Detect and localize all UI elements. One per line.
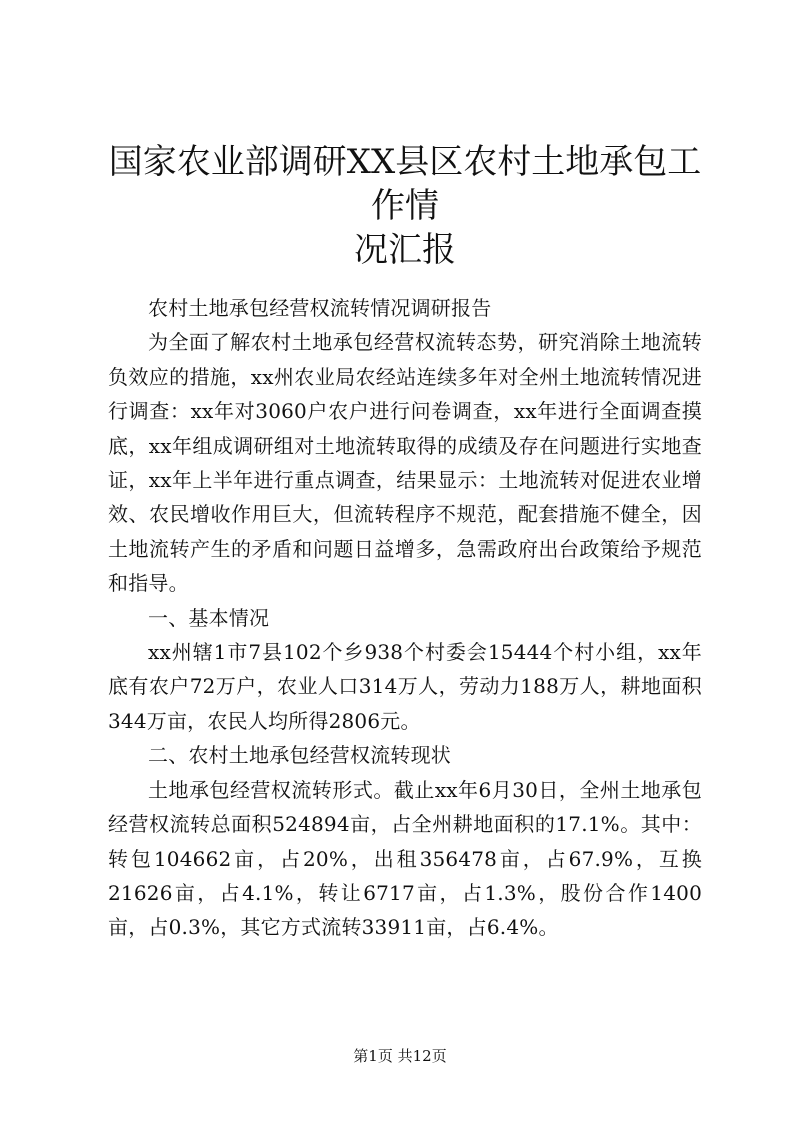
report-subtitle: 农村土地承包经营权流转情况调研报告 — [148, 296, 492, 320]
status-paragraph: 土地承包经营权流转形式。截止xx年6月30日，全州土地承包经营权流转总面积524894亩，占全州耕地面积的17.1%。其中：转包104662亩，占20%，出租356478亩，占67.9%，互换21626亩，占4.1%，转让6717亩，占1.3%，股份合作1400亩，占0.3%，其它方式流转33911亩，占6.4%。 — [108, 777, 702, 940]
document-title — [108, 0, 702, 272]
section-heading-status: 二、农村土地承包经营权流转现状 — [148, 743, 451, 768]
section-heading-basic: 一、基本情况 — [148, 605, 270, 630]
title-line-1: 国家农业部调研XX县区农村土地承包工作情 — [108, 142, 702, 226]
intro-paragraph: 为全面了解农村土地承包经营权流转态势，研究消除土地流转负效应的措施，xx州农业局农经站连续多年对全州土地流转情况进行调查：xx年对3060户农户进行问卷调查，xx年进行全面调查摸底，xx年组成调研组对土地流转取得的成绩及存在问题进行实地查证，xx年上半年进行重点调查，结果显示：土地流转对促进农业增效、农民增收作用巨大，但流转程序不规范，配套措施不健全，因土地流转产生的矛盾和问题日益增多，急需政府出台政策给予规范和指导。 — [108, 330, 702, 596]
basic-info-paragraph: xx州辖1市7县102个乡938个村委会15444个村小组，xx年底有农户72万户，农业人口314万人，劳动力188万人，耕地面积344万亩，农民人均所得2806元。 — [108, 640, 702, 733]
title-line-2: 况汇报 — [354, 230, 456, 270]
page-footer: 第1页 共12页 — [353, 1047, 447, 1065]
